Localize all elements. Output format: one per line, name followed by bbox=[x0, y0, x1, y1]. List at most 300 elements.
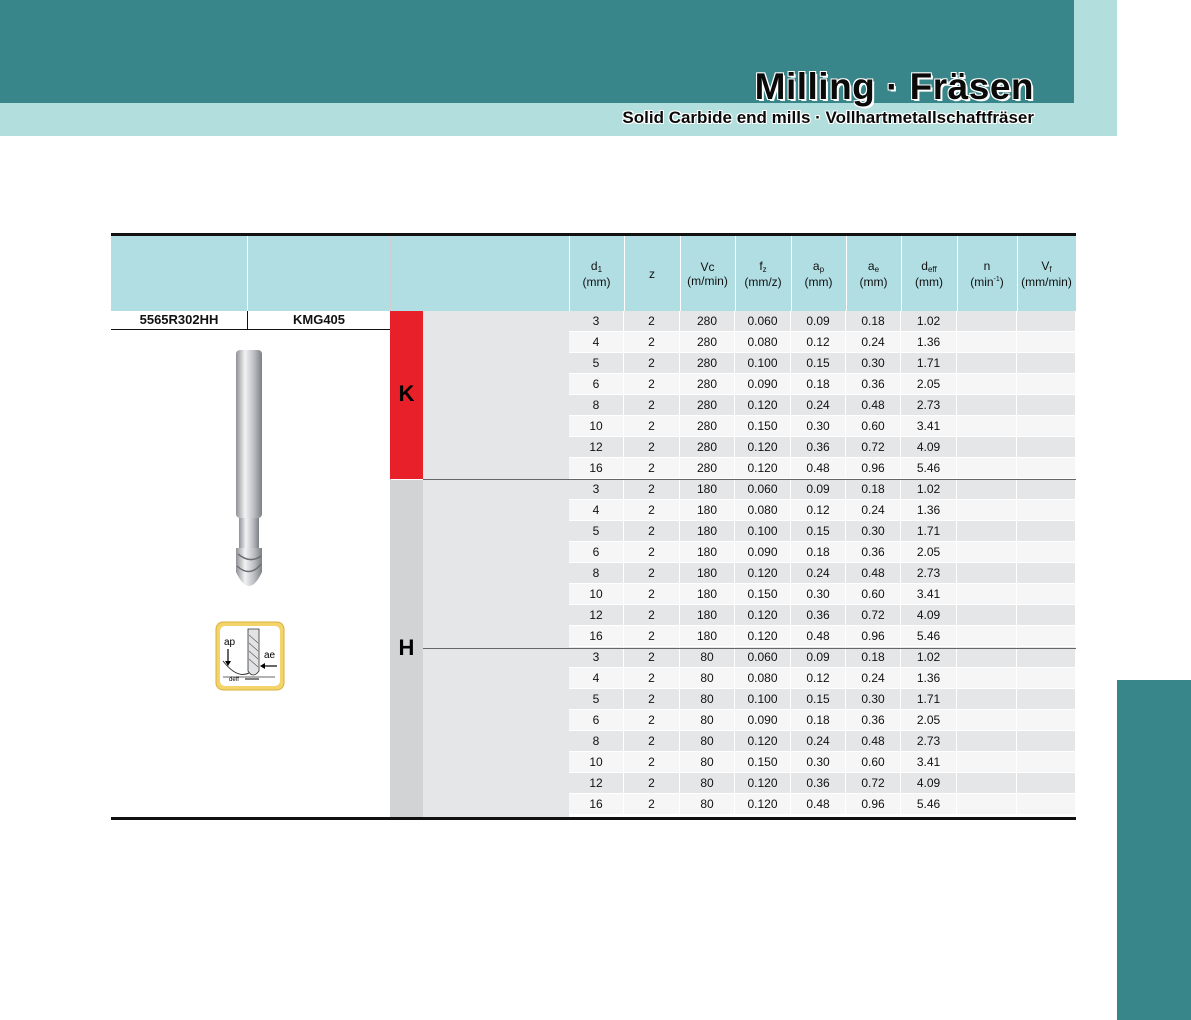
table-cell: 0.24 bbox=[791, 563, 846, 583]
table-cell: 0.18 bbox=[791, 710, 846, 730]
table-row bbox=[569, 332, 1076, 353]
table-cell: 2.73 bbox=[901, 731, 957, 751]
table-cell: 12 bbox=[569, 437, 624, 457]
section-side-tab bbox=[1117, 680, 1191, 1020]
column-header bbox=[680, 236, 735, 311]
table-cell bbox=[957, 731, 1017, 751]
table-cell: 8 bbox=[569, 395, 624, 415]
table-cell: 280 bbox=[680, 311, 735, 331]
column-header-main: a bbox=[867, 258, 875, 273]
column-header bbox=[957, 236, 1017, 311]
table-cell: 5.46 bbox=[901, 458, 957, 478]
table-cell: 0.090 bbox=[735, 374, 791, 394]
material-k-label: K bbox=[398, 381, 415, 406]
table-cell bbox=[1017, 332, 1076, 352]
table-cell: 0.48 bbox=[846, 731, 901, 751]
table-cell: 2 bbox=[624, 668, 680, 688]
table-cell: 0.080 bbox=[735, 668, 791, 688]
code-divider bbox=[247, 311, 248, 330]
table-cell: 2 bbox=[624, 311, 680, 331]
table-cell bbox=[957, 563, 1017, 583]
table-row bbox=[569, 416, 1076, 437]
table-cell: 0.12 bbox=[791, 500, 846, 520]
column-header-symbol bbox=[700, 260, 714, 274]
table-cell bbox=[1017, 416, 1076, 436]
table-cell: 2 bbox=[624, 395, 680, 415]
table-cell: 80 bbox=[680, 710, 735, 730]
table-cell: 6 bbox=[569, 542, 624, 562]
table-cell: 0.120 bbox=[735, 731, 791, 751]
column-header-unit: (mm) bbox=[582, 274, 611, 289]
header-divider bbox=[846, 236, 847, 311]
table-cell: 0.24 bbox=[846, 668, 901, 688]
deff-label: deff bbox=[229, 677, 239, 683]
table-row bbox=[569, 458, 1076, 479]
table-row bbox=[569, 500, 1076, 521]
table-cell: 0.36 bbox=[846, 710, 901, 730]
table-cell: 3 bbox=[569, 311, 624, 331]
table-cell bbox=[1017, 710, 1076, 730]
column-header-symbol bbox=[649, 267, 655, 281]
table-cell: 2 bbox=[624, 563, 680, 583]
table-cell: 0.15 bbox=[791, 353, 846, 373]
column-header-unit: (mm) bbox=[915, 274, 943, 289]
table-cell: 2 bbox=[624, 605, 680, 625]
ae-label: ae bbox=[264, 650, 276, 661]
table-cell: 1.36 bbox=[901, 668, 957, 688]
table-cell: 0.090 bbox=[735, 542, 791, 562]
table-cell: 0.36 bbox=[846, 374, 901, 394]
table-cell: 0.120 bbox=[735, 626, 791, 646]
table-cell: 0.18 bbox=[846, 647, 901, 667]
column-header-sub: eff bbox=[927, 264, 937, 274]
table-cell bbox=[957, 773, 1017, 793]
column-header-symbol bbox=[921, 259, 936, 275]
table-cell: 280 bbox=[680, 332, 735, 352]
header-divider bbox=[791, 236, 792, 311]
column-header bbox=[846, 236, 901, 311]
table-cell: 2.73 bbox=[901, 563, 957, 583]
material-h-label: H bbox=[398, 635, 415, 660]
table-cell: 2 bbox=[624, 353, 680, 373]
table-cell: 0.150 bbox=[735, 416, 791, 436]
table-cell: 16 bbox=[569, 626, 624, 646]
table-cell: 16 bbox=[569, 458, 624, 478]
table-cell bbox=[957, 479, 1017, 499]
table-cell: 0.060 bbox=[735, 311, 791, 331]
table-cell: 2.05 bbox=[901, 542, 957, 562]
table-cell: 0.30 bbox=[846, 521, 901, 541]
table-row bbox=[569, 647, 1076, 668]
table-cell: 5.46 bbox=[901, 626, 957, 646]
table-cell: 1.71 bbox=[901, 353, 957, 373]
table-cell: 4 bbox=[569, 332, 624, 352]
table-cell: 80 bbox=[680, 752, 735, 772]
column-header-unit: (mm) bbox=[804, 274, 833, 289]
table-cell bbox=[1017, 668, 1076, 688]
table-cell: 0.60 bbox=[846, 584, 901, 604]
table-cell: 180 bbox=[680, 542, 735, 562]
table-cell bbox=[1017, 794, 1076, 814]
table-cell: 280 bbox=[680, 416, 735, 436]
table-cell bbox=[1017, 773, 1076, 793]
table-cell: 6 bbox=[569, 374, 624, 394]
column-header-symbol bbox=[759, 259, 766, 275]
table-cell: 0.24 bbox=[846, 332, 901, 352]
table-cell bbox=[1017, 395, 1076, 415]
grade-code: KMG405 bbox=[292, 312, 346, 327]
table-row bbox=[569, 521, 1076, 542]
table-row bbox=[569, 395, 1076, 416]
table-cell: 2 bbox=[624, 521, 680, 541]
column-header-symbol bbox=[591, 259, 602, 275]
column-header-unit: (mm) bbox=[859, 274, 888, 289]
table-cell: 5.46 bbox=[901, 794, 957, 814]
table-cell: 0.24 bbox=[791, 731, 846, 751]
table-cell: 2 bbox=[624, 416, 680, 436]
table-row bbox=[569, 668, 1076, 689]
table-row bbox=[569, 584, 1076, 605]
table-cell bbox=[957, 437, 1017, 457]
column-header-sub: p bbox=[819, 264, 825, 274]
table-cell: 0.100 bbox=[735, 689, 791, 709]
table-cell: 0.120 bbox=[735, 794, 791, 814]
page-title: Milling · Fräsen bbox=[754, 66, 1034, 107]
column-header-unit: (mm/z) bbox=[744, 274, 782, 289]
table-cell bbox=[1017, 500, 1076, 520]
table-cell: 1.71 bbox=[901, 521, 957, 541]
table-cell: 2 bbox=[624, 479, 680, 499]
table-cell: 2 bbox=[624, 773, 680, 793]
table-cell bbox=[1017, 563, 1076, 583]
column-header-main: n bbox=[983, 258, 991, 273]
table-cell: 180 bbox=[680, 500, 735, 520]
column-header-symbol bbox=[813, 259, 824, 275]
table-cell: 0.60 bbox=[846, 416, 901, 436]
table-cell bbox=[957, 416, 1017, 436]
table-cell: 0.150 bbox=[735, 584, 791, 604]
table-cell: 16 bbox=[569, 794, 624, 814]
table-cell: 0.12 bbox=[791, 332, 846, 352]
end-mill-image bbox=[228, 350, 268, 595]
table-cell: 0.48 bbox=[791, 626, 846, 646]
table-cell: 0.48 bbox=[791, 458, 846, 478]
table-row bbox=[569, 773, 1076, 794]
table-cell: 2 bbox=[624, 731, 680, 751]
table-cell bbox=[1017, 437, 1076, 457]
table-cell bbox=[1017, 626, 1076, 646]
table-row bbox=[569, 437, 1076, 458]
table-cell: 0.100 bbox=[735, 521, 791, 541]
column-header bbox=[791, 236, 846, 311]
table-cell: 1.02 bbox=[901, 647, 957, 667]
table-cell: 280 bbox=[680, 353, 735, 373]
table-cell: 2 bbox=[624, 458, 680, 478]
table-cell: 12 bbox=[569, 773, 624, 793]
column-header bbox=[569, 236, 624, 311]
table-cell bbox=[957, 752, 1017, 772]
table-cell bbox=[1017, 353, 1076, 373]
table-cell: 5 bbox=[569, 353, 624, 373]
column-header-main: V bbox=[1041, 258, 1050, 273]
table-cell bbox=[957, 710, 1017, 730]
table-cell bbox=[1017, 542, 1076, 562]
header-divider bbox=[247, 236, 248, 311]
table-cell: 1.36 bbox=[901, 500, 957, 520]
table-cell: 0.080 bbox=[735, 500, 791, 520]
table-cell: 280 bbox=[680, 437, 735, 457]
column-header-sub: f bbox=[1049, 264, 1052, 274]
table-cell: 0.36 bbox=[846, 542, 901, 562]
table-cell: 0.060 bbox=[735, 479, 791, 499]
table-cell: 1.02 bbox=[901, 311, 957, 331]
table-cell: 0.36 bbox=[791, 605, 846, 625]
table-row bbox=[569, 689, 1076, 710]
table-cell bbox=[957, 458, 1017, 478]
table-cell: 0.30 bbox=[846, 353, 901, 373]
table-cell: 2.05 bbox=[901, 374, 957, 394]
cutting-parameter-diagram bbox=[215, 621, 285, 691]
table-cell: 8 bbox=[569, 563, 624, 583]
table-cell bbox=[1017, 647, 1076, 667]
header-divider bbox=[735, 236, 736, 311]
table-cell bbox=[957, 521, 1017, 541]
table-cell bbox=[957, 794, 1017, 814]
table-cell: 2 bbox=[624, 584, 680, 604]
header-divider bbox=[1017, 236, 1018, 311]
table-cell bbox=[957, 689, 1017, 709]
table-cell: 3 bbox=[569, 479, 624, 499]
table-cell: 2 bbox=[624, 626, 680, 646]
table-cell bbox=[957, 374, 1017, 394]
table-cell bbox=[1017, 605, 1076, 625]
table-cell: 1.71 bbox=[901, 689, 957, 709]
table-cell: 180 bbox=[680, 605, 735, 625]
column-header bbox=[735, 236, 791, 311]
table-cell bbox=[1017, 479, 1076, 499]
table-row bbox=[569, 479, 1076, 500]
table-cell: 0.36 bbox=[791, 773, 846, 793]
table-cell: 0.120 bbox=[735, 773, 791, 793]
table-cell: 0.18 bbox=[791, 374, 846, 394]
table-row bbox=[569, 731, 1076, 752]
column-header-main: Vc bbox=[700, 259, 715, 274]
table-bottom-rule bbox=[111, 817, 1076, 820]
table-cell: 0.48 bbox=[791, 794, 846, 814]
table-cell: 180 bbox=[680, 626, 735, 646]
table-cell: 0.96 bbox=[846, 794, 901, 814]
table-cell bbox=[1017, 311, 1076, 331]
table-cell: 5 bbox=[569, 689, 624, 709]
table-cell bbox=[1017, 584, 1076, 604]
table-cell: 0.15 bbox=[791, 521, 846, 541]
table-cell: 180 bbox=[680, 521, 735, 541]
table-cell: 2 bbox=[624, 752, 680, 772]
column-header-main: a bbox=[812, 258, 820, 273]
table-cell: 0.96 bbox=[846, 458, 901, 478]
table-cell: 0.72 bbox=[846, 437, 901, 457]
table-cell: 0.15 bbox=[791, 689, 846, 709]
header-divider bbox=[624, 236, 625, 311]
table-cell: 0.30 bbox=[791, 584, 846, 604]
table-cell bbox=[957, 311, 1017, 331]
table-cell: 0.080 bbox=[735, 332, 791, 352]
column-header-main: f bbox=[759, 258, 763, 273]
table-cell: 0.30 bbox=[791, 416, 846, 436]
table-cell bbox=[957, 668, 1017, 688]
table-row bbox=[569, 605, 1076, 626]
column-header-unit: (mm/min) bbox=[1021, 274, 1072, 289]
page-subtitle: Solid Carbide end mills · Vollhartmetallschaftfräser bbox=[622, 108, 1034, 127]
column-header-sub: e bbox=[874, 264, 880, 274]
table-cell: 1.02 bbox=[901, 479, 957, 499]
table-cell bbox=[957, 626, 1017, 646]
table-cell: 0.48 bbox=[846, 395, 901, 415]
table-cell bbox=[1017, 731, 1076, 751]
column-header bbox=[1017, 236, 1076, 311]
table-cell: 4 bbox=[569, 500, 624, 520]
table-cell: 0.120 bbox=[735, 563, 791, 583]
table-cell bbox=[1017, 458, 1076, 478]
group-separator bbox=[423, 479, 1076, 480]
product-code-row bbox=[111, 311, 390, 330]
table-cell: 180 bbox=[680, 584, 735, 604]
table-cell bbox=[957, 542, 1017, 562]
table-cell bbox=[957, 395, 1017, 415]
table-cell: 180 bbox=[680, 479, 735, 499]
table-cell bbox=[1017, 521, 1076, 541]
table-cell: 2 bbox=[624, 794, 680, 814]
cutting-data-table bbox=[569, 311, 1076, 815]
table-cell bbox=[957, 647, 1017, 667]
column-header-symbol bbox=[1041, 259, 1051, 275]
table-cell: 0.60 bbox=[846, 752, 901, 772]
table-row bbox=[569, 710, 1076, 731]
table-cell: 280 bbox=[680, 395, 735, 415]
table-cell: 80 bbox=[680, 794, 735, 814]
table-cell: 0.150 bbox=[735, 752, 791, 772]
table-cell: 2 bbox=[624, 689, 680, 709]
table-cell: 2 bbox=[624, 542, 680, 562]
column-header-main: d bbox=[590, 258, 598, 273]
table-cell: 3.41 bbox=[901, 752, 957, 772]
header-divider bbox=[901, 236, 902, 311]
table-cell bbox=[957, 584, 1017, 604]
table-cell bbox=[957, 353, 1017, 373]
table-cell: 0.12 bbox=[791, 668, 846, 688]
table-cell: 0.48 bbox=[846, 563, 901, 583]
table-cell: 0.120 bbox=[735, 458, 791, 478]
column-header-symbol bbox=[868, 259, 879, 275]
table-cell: 0.30 bbox=[791, 752, 846, 772]
table-cell: 0.24 bbox=[846, 500, 901, 520]
table-row bbox=[569, 374, 1076, 395]
table-cell: 0.090 bbox=[735, 710, 791, 730]
table-cell: 0.36 bbox=[791, 437, 846, 457]
table-cell: 1.36 bbox=[901, 332, 957, 352]
header-divider bbox=[680, 236, 681, 311]
table-cell: 0.72 bbox=[846, 605, 901, 625]
table-cell: 4 bbox=[569, 668, 624, 688]
table-cell: 0.120 bbox=[735, 437, 791, 457]
table-cell: 0.18 bbox=[791, 542, 846, 562]
table-cell: 10 bbox=[569, 584, 624, 604]
table-cell: 80 bbox=[680, 689, 735, 709]
table-cell: 180 bbox=[680, 563, 735, 583]
column-header-main: d bbox=[921, 258, 928, 273]
article-number: 5565R302HH bbox=[139, 312, 219, 327]
table-cell bbox=[1017, 752, 1076, 772]
table-cell: 80 bbox=[680, 668, 735, 688]
table-cell: 80 bbox=[680, 773, 735, 793]
table-row bbox=[569, 563, 1076, 584]
table-cell: 3 bbox=[569, 647, 624, 667]
table-row bbox=[569, 353, 1076, 374]
table-row bbox=[569, 794, 1076, 815]
table-cell: 0.100 bbox=[735, 353, 791, 373]
column-header-sub: z bbox=[762, 264, 767, 274]
table-cell: 0.96 bbox=[846, 626, 901, 646]
table-cell: 0.120 bbox=[735, 605, 791, 625]
table-cell: 5 bbox=[569, 521, 624, 541]
header-divider bbox=[957, 236, 958, 311]
table-row bbox=[569, 311, 1076, 332]
table-cell bbox=[1017, 689, 1076, 709]
table-cell: 10 bbox=[569, 416, 624, 436]
table-cell: 80 bbox=[680, 647, 735, 667]
table-cell: 2 bbox=[624, 710, 680, 730]
table-cell: 3.41 bbox=[901, 416, 957, 436]
table-cell bbox=[1017, 374, 1076, 394]
table-cell: 8 bbox=[569, 731, 624, 751]
table-cell: 80 bbox=[680, 731, 735, 751]
table-cell: 0.09 bbox=[791, 311, 846, 331]
table-cell: 4.09 bbox=[901, 773, 957, 793]
table-cell: 280 bbox=[680, 374, 735, 394]
table-cell: 2.05 bbox=[901, 710, 957, 730]
column-header-main: z bbox=[649, 266, 655, 281]
table-cell: 2 bbox=[624, 374, 680, 394]
table-cell bbox=[957, 500, 1017, 520]
column-header bbox=[901, 236, 957, 311]
table-cell: 0.09 bbox=[791, 479, 846, 499]
table-cell: 0.060 bbox=[735, 647, 791, 667]
table-cell: 4.09 bbox=[901, 605, 957, 625]
table-cell: 6 bbox=[569, 710, 624, 730]
table-cell: 2 bbox=[624, 332, 680, 352]
table-row bbox=[569, 542, 1076, 563]
table-cell: 2.73 bbox=[901, 395, 957, 415]
table-cell: 2 bbox=[624, 500, 680, 520]
table-cell: 0.09 bbox=[791, 647, 846, 667]
table-row bbox=[569, 626, 1076, 647]
table-cell bbox=[957, 332, 1017, 352]
table-cell: 0.18 bbox=[846, 311, 901, 331]
table-cell: 10 bbox=[569, 752, 624, 772]
table-cell: 0.120 bbox=[735, 395, 791, 415]
table-row bbox=[569, 752, 1076, 773]
table-cell: 0.30 bbox=[846, 689, 901, 709]
column-header-unit: (m/min) bbox=[687, 273, 728, 288]
table-cell: 0.72 bbox=[846, 773, 901, 793]
ap-label: ap bbox=[224, 637, 236, 648]
table-cell: 2 bbox=[624, 437, 680, 457]
column-header-unit: $(\min^{-1})$ bbox=[970, 274, 1004, 289]
table-cell: 0.18 bbox=[846, 479, 901, 499]
table-cell: 12 bbox=[569, 605, 624, 625]
table-cell: 0.24 bbox=[791, 395, 846, 415]
column-header bbox=[624, 236, 680, 311]
